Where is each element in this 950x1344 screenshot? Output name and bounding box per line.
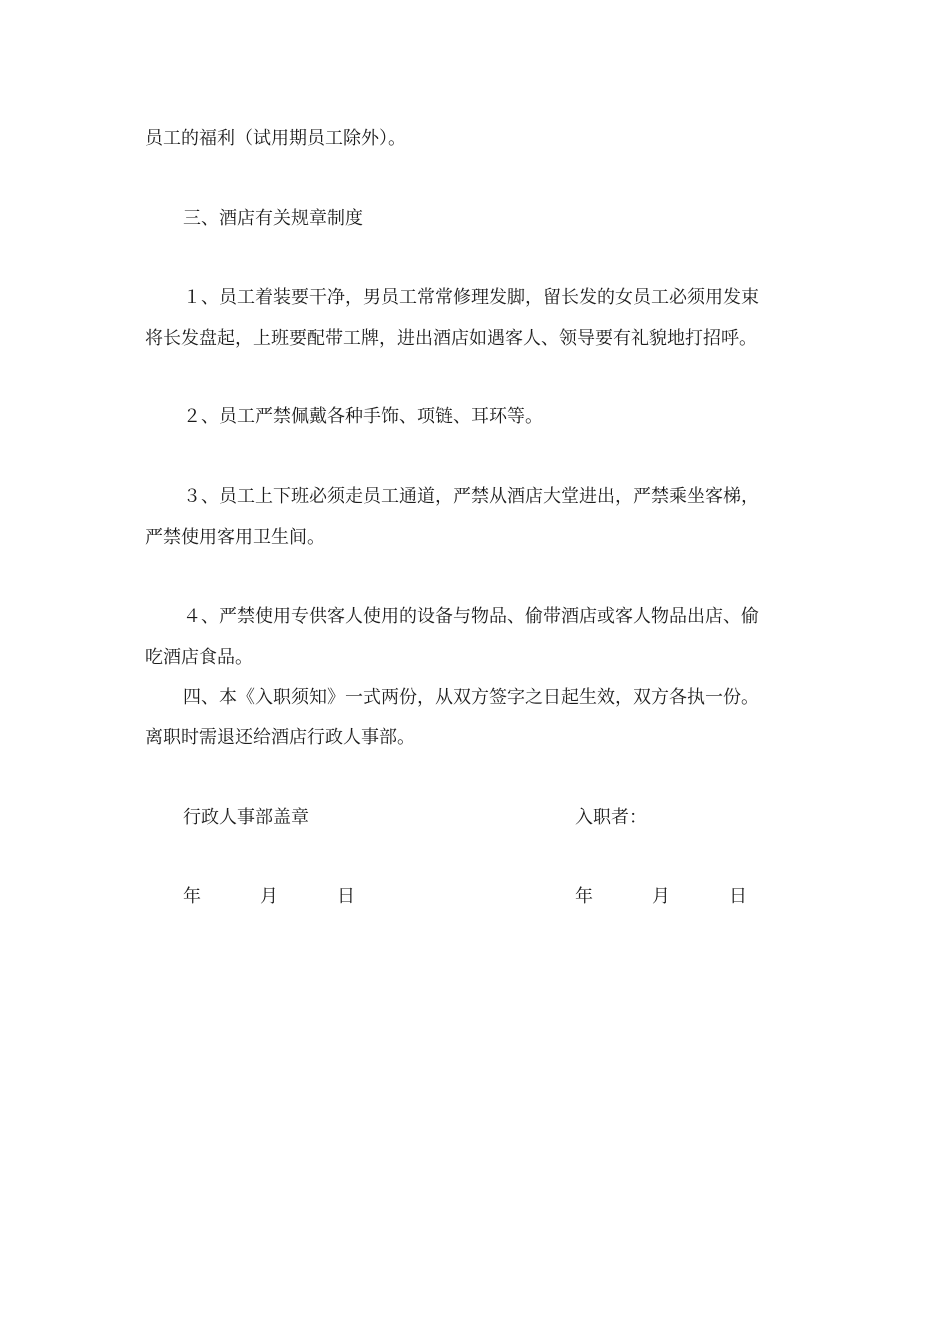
left-date-month: 月 (260, 886, 278, 907)
rule-1-line-1: １、员工着装要干净，男员工常常修理发脚，留长发的女员工必须用发束 (183, 287, 759, 308)
section-heading-rules: 三、酒店有关规章制度 (183, 208, 363, 229)
hr-stamp-label: 行政人事部盖章 (183, 807, 309, 828)
rule-2: ２、员工严禁佩戴各种手饰、项链、耳环等。 (183, 406, 543, 427)
left-date-year: 年 (183, 886, 201, 907)
left-date-day: 日 (337, 886, 355, 907)
rule-4-line-2: 吃酒店食品。 (145, 647, 253, 668)
right-date-month: 月 (652, 886, 670, 907)
section-four-line-2: 离职时需退还给酒店行政人事部。 (145, 727, 415, 748)
section-four-line-1: 四、本《入职须知》一式两份，从双方签字之日起生效，双方各执一份。 (183, 687, 759, 708)
rule-3-line-1: ３、员工上下班必须走员工通道，严禁从酒店大堂进出，严禁乘坐客梯， (183, 486, 759, 507)
right-date-day: 日 (729, 886, 747, 907)
right-date-year: 年 (575, 886, 593, 907)
new-hire-label: 入职者： (575, 807, 647, 828)
paragraph-line-benefits: 员工的福利（试用期员工除外）。 (145, 128, 406, 149)
rule-4-line-1: ４、严禁使用专供客人使用的设备与物品、偷带酒店或客人物品出店、偷 (183, 606, 759, 627)
rule-1-line-2: 将长发盘起，上班要配带工牌，进出酒店如遇客人、领导要有礼貌地打招呼。 (145, 328, 757, 349)
rule-3-line-2: 严禁使用客用卫生间。 (145, 527, 325, 548)
